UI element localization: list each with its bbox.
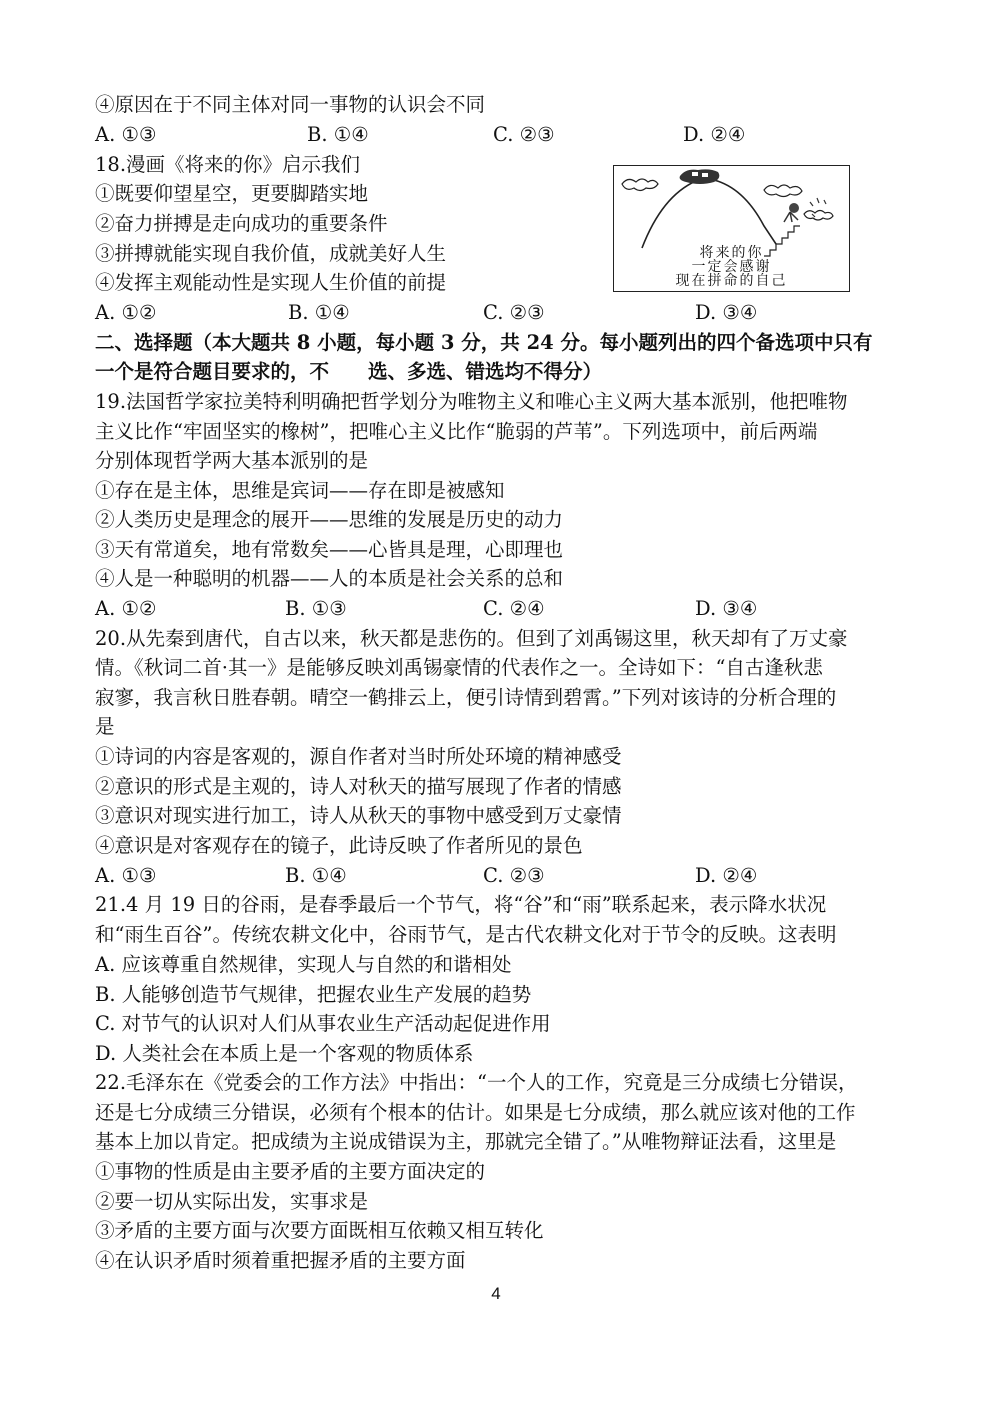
comic-illustration	[613, 165, 850, 292]
section-2-heading-line-2: 一个是符合题目要求的，不 选、多选、错选均不得分）	[95, 360, 603, 383]
q20-options	[95, 861, 905, 891]
q19-option-d: D. ③④	[695, 597, 758, 620]
q20-stem-line-2: 情。《秋词二首·其一》是能够反映刘禹锡豪情的代表作之一。全诗如下：“自古逢秋悲	[95, 656, 823, 679]
q18-option-c: C. ②③	[483, 301, 545, 324]
q19-stem-line-1: 19.法国哲学家拉美特利明确把哲学划分为唯物主义和唯心主义两大基本派别，他把唯物	[95, 390, 848, 413]
q18-item-2: ②奋力拼搏是走向成功的重要条件	[95, 212, 388, 235]
q17-option-d: D. ②④	[683, 123, 746, 146]
q20-option-b: B. ①④	[285, 864, 347, 887]
q18-item-3: ③拼搏就能实现自我价值，成就美好人生	[95, 242, 447, 265]
q18-options	[95, 298, 905, 328]
q18-item-1: ①既要仰望星空，更要脚踏实地	[95, 182, 369, 205]
q19-item-4: ④人是一种聪明的机器——人的本质是社会关系的总和	[95, 567, 564, 590]
q20-stem-line-1: 20.从先秦到唐代，自古以来，秋天都是悲伤的。但到了刘禹锡这里，秋天却有了万丈豪	[95, 627, 848, 650]
q18-item-4: ④发挥主观能动性是实现人生价值的前提	[95, 271, 447, 294]
q19-stem-line-2: 主义比作“牢固坚实的橡树”，把唯心主义比作“脆弱的芦苇”。下列选项中，前后两端	[95, 420, 818, 443]
q17-option-b: B. ①④	[307, 123, 369, 146]
q21-choice-b: B. 人能够创造节气规律，把握农业生产发展的趋势	[95, 983, 532, 1006]
q20-stem-line-3: 寂寥，我言秋日胜春朝。晴空一鹤排云上，便引诗情到碧霄。”下列对该诗的分析合理的	[95, 686, 837, 709]
q19-item-3: ③天有常道矣，地有常数矣——心皆具是理，心即理也	[95, 538, 564, 561]
q18-stem: 18.漫画《将来的你》启示我们	[95, 153, 361, 176]
q17-option-c: C. ②③	[493, 123, 555, 146]
q18-option-b: B. ①④	[288, 301, 350, 324]
q19-option-a: A. ①②	[95, 597, 157, 620]
q20-option-a: A. ①③	[95, 864, 157, 887]
q19-stem-line-3: 分别体现哲学两大基本派别的是	[95, 449, 369, 472]
q22-stem-line-3: 基本上加以肯定。把成绩为主说成错误为主，那就完全错了。”从唯物辩证法看，这里是	[95, 1130, 837, 1153]
q20-stem-line-4: 是	[95, 715, 115, 738]
q21-stem-line-2: 和“雨生百谷”。传统农耕文化中，谷雨节气，是古代农耕文化对于节令的反映。这表明	[95, 923, 837, 946]
q21-choice-a: A. 应该尊重自然规律，实现人与自然的和谐相处	[95, 953, 512, 976]
q20-item-2: ②意识的形式是主观的，诗人对秋天的描写展现了作者的情感	[95, 775, 622, 798]
q22-item-3: ③矛盾的主要方面与次要方面既相互依赖又相互转化	[95, 1219, 544, 1242]
q20-option-d: D. ②④	[695, 864, 758, 887]
section-2-heading-line-1: 二、选择题（本大题共 8 小题，每小题 3 分，共 24 分。每小题列出的四个备选项中只有	[95, 331, 873, 354]
q18-option-d: D. ③④	[695, 301, 758, 324]
q20-item-4: ④意识是对客观存在的镜子，此诗反映了作者所见的景色	[95, 834, 583, 857]
q17-options	[95, 120, 905, 150]
q22-stem-line-1: 22.毛泽东在《党委会的工作方法》中指出：“一个人的工作，究竟是三分成绩七分错误，	[95, 1071, 858, 1094]
q20-item-1: ①诗词的内容是客观的，源自作者对当时所处环境的精神感受	[95, 745, 622, 768]
q19-item-1: ①存在是主体，思维是宾词——存在即是被感知	[95, 479, 505, 502]
page-number: 4	[491, 1284, 501, 1303]
q20-item-3: ③意识对现实进行加工，诗人从秋天的事物中感受到万丈豪情	[95, 804, 622, 827]
q19-options	[95, 594, 905, 624]
q22-item-1: ①事物的性质是由主要矛盾的主要方面决定的	[95, 1160, 486, 1183]
comic-caption-line-3: 现在拼命的自己	[675, 273, 788, 289]
q21-choice-c: C. 对节气的认识对人们从事农业生产活动起促进作用	[95, 1012, 551, 1035]
q22-item-4: ④在认识矛盾时须着重把握矛盾的主要方面	[95, 1249, 466, 1272]
q21-stem-line-1: 21.4 月 19 日的谷雨，是春季最后一个节气，将“谷”和“雨”联系起来，表示降水状况	[95, 893, 827, 916]
q19-item-2: ②人类历史是理念的展开——思维的发展是历史的动力	[95, 508, 564, 531]
q19-option-c: C. ②④	[483, 597, 545, 620]
q20-option-c: C. ②③	[483, 864, 545, 887]
q21-choice-d: D. 人类社会在本质上是一个客观的物质体系	[95, 1042, 474, 1065]
comic-caption-line-1: 将来的你	[699, 245, 764, 261]
q17-item-4: ④原因在于不同主体对同一事物的认识会不同	[95, 93, 486, 116]
comic-caption-line-2: 一定会感谢	[691, 259, 772, 275]
q19-option-b: B. ①③	[285, 597, 347, 620]
q22-stem-line-2: 还是七分成绩三分错误，必须有个根本的估计。如果是七分成绩，那么就应该对他的工作	[95, 1101, 856, 1124]
q17-option-a: A. ①③	[95, 123, 157, 146]
q22-item-2: ②要一切从实际出发，实事求是	[95, 1190, 369, 1213]
q18-option-a: A. ①②	[95, 301, 157, 324]
